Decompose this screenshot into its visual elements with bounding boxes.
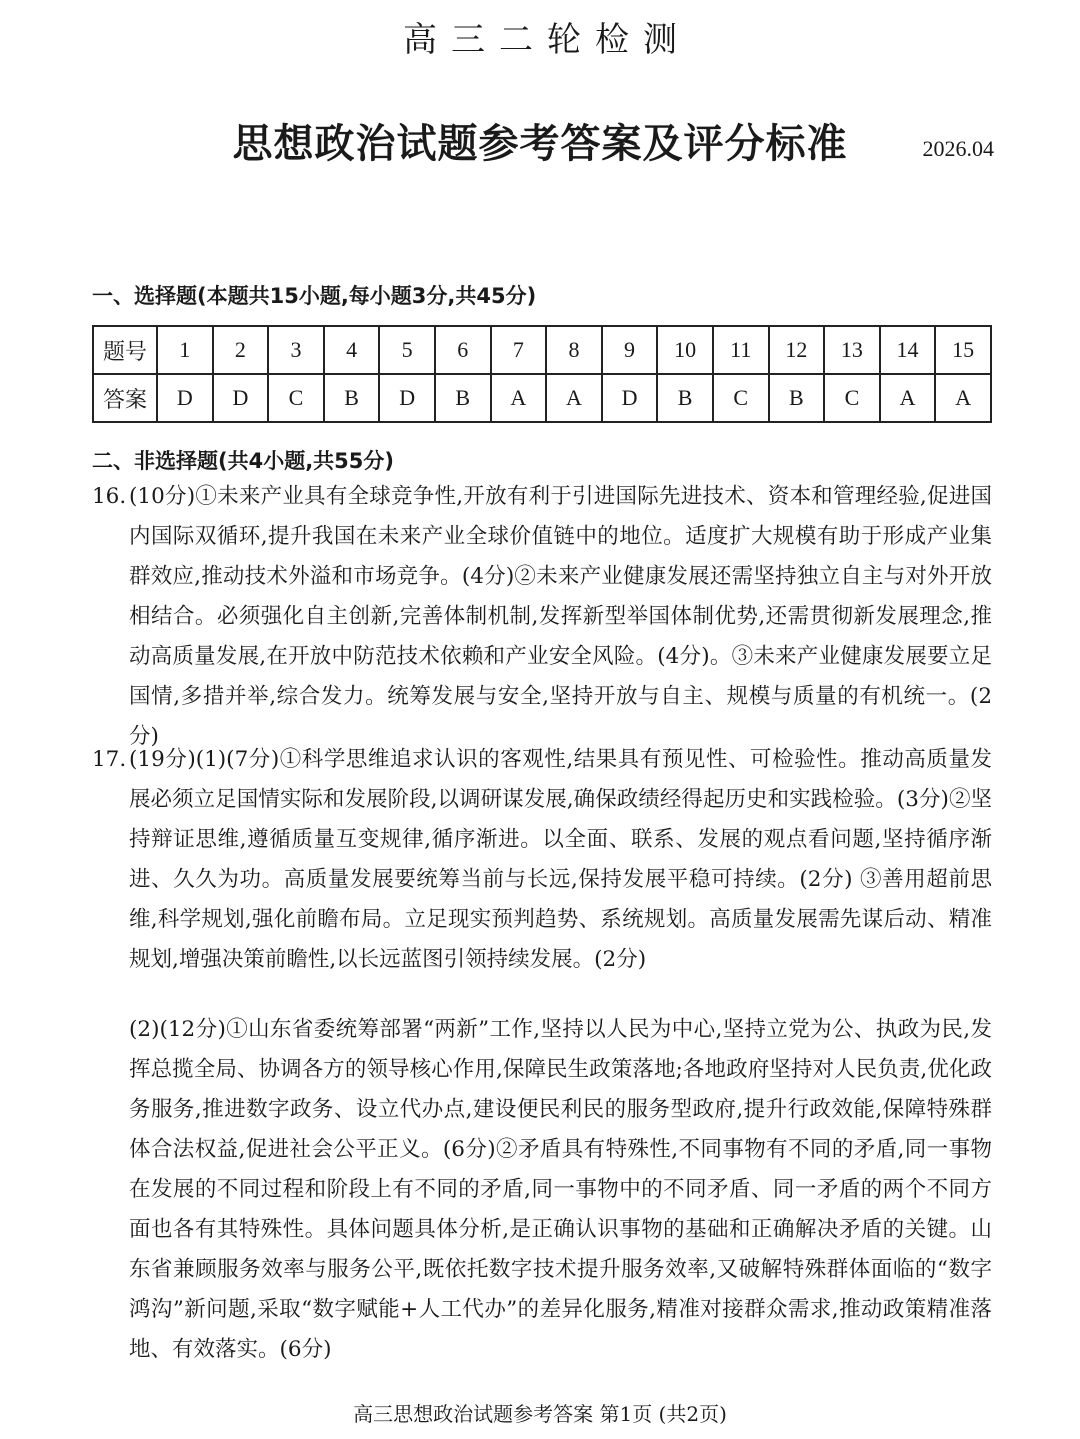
answer-cell: B [435, 374, 491, 422]
question-number: 10 [657, 326, 713, 374]
answer-cell: A [880, 374, 936, 422]
question-number-label: 17. [92, 747, 127, 772]
question-number: 7 [491, 326, 547, 374]
question-number: 2 [213, 326, 269, 374]
question-number: 12 [769, 326, 825, 374]
answer-cell: D [213, 374, 269, 422]
question-number: 3 [268, 326, 324, 374]
answer-cell: D [379, 374, 435, 422]
answer-cell: C [268, 374, 324, 422]
question-number: 9 [602, 326, 658, 374]
answer-cell: B [657, 374, 713, 422]
row-label-number: 题号 [93, 326, 157, 374]
answer-cell: C [713, 374, 769, 422]
question-number-row [93, 326, 991, 374]
question-number: 5 [379, 326, 435, 374]
answer-cell: B [324, 374, 380, 422]
answer-cell: D [602, 374, 658, 422]
question-number: 15 [935, 326, 991, 374]
question-number: 4 [324, 326, 380, 374]
page-title: 思想政治试题参考答案及评分标准 [232, 121, 848, 167]
answer-cell: A [546, 374, 602, 422]
question-number: 13 [824, 326, 880, 374]
question-number: 1 [157, 326, 213, 374]
question-16 [92, 477, 992, 757]
question-number: 14 [880, 326, 936, 374]
question-17-part-2-answer: (2)(12分)①山东省委统筹部署“两新”工作,坚持以人民为中心,坚持立党为公、执政为民,发挥总揽全局、协调各方的领导核心作用,保障民生政策落地;各地政府坚持对人民负责,优化政务服务,推进数字政务、设立代办点,建设便民利民的服务型政府,提升行政效能,保障特殊群体合法权益,促进社会公平正义。(6分)②矛盾具有特殊性,不同事物有不同的矛盾,同一事物在发展的不同过程和阶段上有不同的矛盾,同一事物中的不同矛盾、同一矛盾的两个不同方面也各有其特殊性。具体问题具体分析,是正确认识事物的基础和正确解决矛盾的关键。山东省兼顾服务效率与服务公平,既依托数字技术提升服务效率,又破解特殊群体面临的“数字鸿沟”新问题,采取“数字赋能+人工代办”的差异化服务,精准对接群众需求,推动政策精准落地、有效落实。(6分) [129, 1017, 992, 1362]
answer-cell: C [824, 374, 880, 422]
question-number-label: 16. [92, 484, 127, 509]
answer-cell: D [157, 374, 213, 422]
row-label-answer: 答案 [93, 374, 157, 422]
exam-name: 高三二轮检测 [403, 20, 691, 60]
answer-cell: A [935, 374, 991, 422]
page-footer: 高三思想政治试题参考答案 第1页 (共2页) [353, 1402, 727, 1426]
question-number: 8 [546, 326, 602, 374]
answer-cell: A [491, 374, 547, 422]
exam-date: 2026.04 [922, 136, 994, 161]
question-number: 11 [713, 326, 769, 374]
answer-row [93, 374, 991, 422]
section-2-heading: 二、非选择题(共4小题,共55分) [92, 449, 395, 473]
question-17-part-1-answer: (19分)(1)(7分)①科学思维追求认识的客观性,结果具有预见性、可检验性。推动高质量发展必须立足国情实际和发展阶段,以调研谋发展,确保政绩经得起历史和实践检验。(3分)②坚持辩证思维,遵循质量互变规律,循序渐进。以全面、联系、发展的观点看问题,坚持循序渐进、久久为功。高质量发展要统筹当前与长远,保持发展平稳可持续。(2分) ③善用超前思维,科学规划,强化前瞻布局。立足现实预判趋势、系统规划。高质量发展需先谋后动、精准规划,增强决策前瞻性,以长远蓝图引领持续发展。(2分) [129, 747, 992, 972]
question-16-answer: (10分)①未来产业具有全球竞争性,开放有利于引进国际先进技术、资本和管理经验,促进国内国际双循环,提升我国在未来产业全球价值链中的地位。适度扩大规模有助于形成产业集群效应,推动技术外溢和市场竞争。(4分)②未来产业健康发展还需坚持独立自主与对外开放相结合。必须强化自主创新,完善体制机制,发挥新型举国体制优势,还需贯彻新发展理念,推动高质量发展,在开放中防范技术依赖和产业安全风险。(4分)。③未来产业健康发展要立足国情,多措并举,综合发力。统筹发展与安全,坚持开放与自主、规模与质量的有机统一。(2分) [129, 484, 992, 749]
question-17-part-2 [92, 1010, 992, 1370]
question-17-part-1 [92, 740, 992, 980]
question-number: 6 [435, 326, 491, 374]
answer-table [92, 325, 992, 423]
section-1-heading: 一、选择题(本题共15小题,每小题3分,共45分) [92, 284, 537, 308]
answer-cell: B [769, 374, 825, 422]
